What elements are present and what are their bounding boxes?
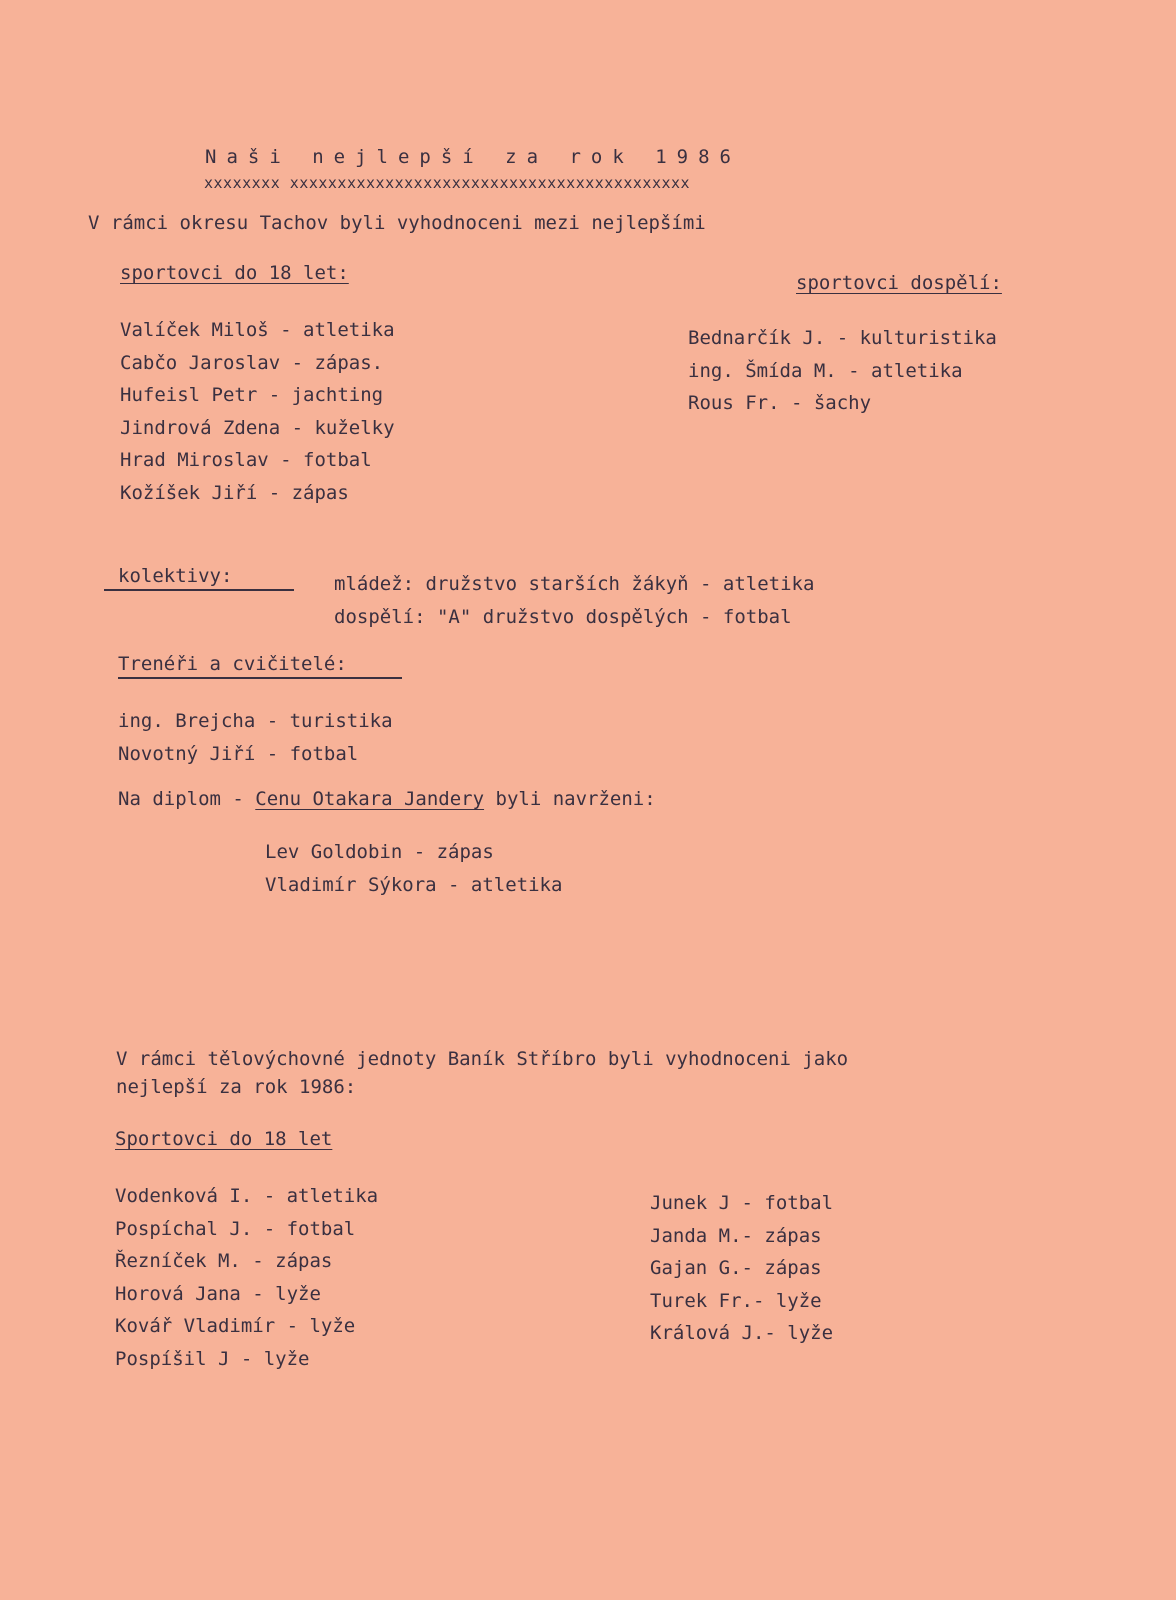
coaches-list [118, 705, 393, 770]
list-item: ing. Šmída M. - atletika [688, 359, 963, 382]
list-item: Hufeisl Petr - jachting [120, 384, 384, 406]
club-intro-line-1: V rámci tělovýchovné jednoty Baník Stříbro byli vyhodnoceni jako [116, 1048, 849, 1070]
list-item: Pospíšil J - lyže [115, 1347, 310, 1370]
list-item: mládež: družstvo starších žákyň - atletika [334, 573, 815, 595]
list-item: Řezníček M. - zápas [115, 1250, 333, 1272]
youth-list [120, 314, 395, 509]
intro-text: V rámci okresu Tachov byli vyhodnoceni mezi nejlepšími [88, 212, 706, 234]
list-item: Janda M.- zápas [650, 1224, 822, 1247]
youth-heading: sportovci do 18 let: [120, 262, 349, 284]
document-title: Naši nejlepší za rok 1986 [205, 146, 741, 168]
list-item: Jindrová Zdena - kuželky [120, 416, 395, 439]
list-item: Vladimír Sýkora - atletika [265, 873, 563, 896]
adult-heading: sportovci dospělí: [796, 272, 1002, 294]
list-item: Pospíchal J. - fotbal [115, 1217, 356, 1240]
list-item: dospělí: "A" družstvo dospělých - fotbal [334, 605, 792, 628]
club-left-list [115, 1180, 378, 1375]
list-item: Valíček Miloš - atletika [120, 319, 395, 341]
club-intro-line-2: nejlepší za rok 1986: [116, 1076, 357, 1098]
club-heading: Sportovci do 18 let [115, 1128, 333, 1150]
list-item: Cabčo Jaroslav - zápas. [120, 351, 384, 374]
list-item: Novotný Jiří - fotbal [118, 742, 359, 765]
collectives-heading [104, 565, 294, 591]
diploma-prefix: Na diplom - [118, 788, 256, 810]
diploma-suffix: byli navrženi: [484, 788, 656, 810]
list-item: Gajan G.- zápas [650, 1257, 822, 1279]
club-right-list [650, 1187, 833, 1350]
list-item: Lev Goldobin - zápas [265, 841, 494, 863]
adult-list [688, 322, 997, 420]
list-item: Hrad Miroslav - fotbal [120, 449, 372, 471]
collectives-heading-label: kolektivy: [118, 565, 233, 587]
list-item: Bednarčík J. - kulturistika [688, 327, 997, 349]
list-item: Králová J.- lyže [650, 1322, 834, 1344]
list-item: Kožíšek Jiří - zápas [120, 481, 349, 504]
list-item: ing. Brejcha - turistika [118, 710, 393, 732]
list-item: Vodenková I. - atletika [115, 1185, 379, 1207]
list-item: Junek J - fotbal [650, 1192, 834, 1214]
list-item: Rous Fr. - šachy [688, 392, 872, 414]
title-underline: xxxxxxxx xxxxxxxxxxxxxxxxxxxxxxxxxxxxxxxxxxxxxxxxxx [204, 174, 691, 192]
diploma-list [265, 836, 562, 901]
diploma-award: Cenu Otakara Jandery [255, 788, 485, 810]
list-item: Kovář Vladimír - lyže [115, 1315, 356, 1337]
coaches-heading-label: Trenéři a cvičitelé: [118, 653, 347, 675]
collectives-list [334, 568, 814, 633]
coaches-heading [118, 653, 402, 679]
list-item: Turek Fr.- lyže [650, 1289, 822, 1312]
list-item: Horová Jana - lyže [115, 1282, 321, 1305]
diploma-line [118, 788, 656, 810]
